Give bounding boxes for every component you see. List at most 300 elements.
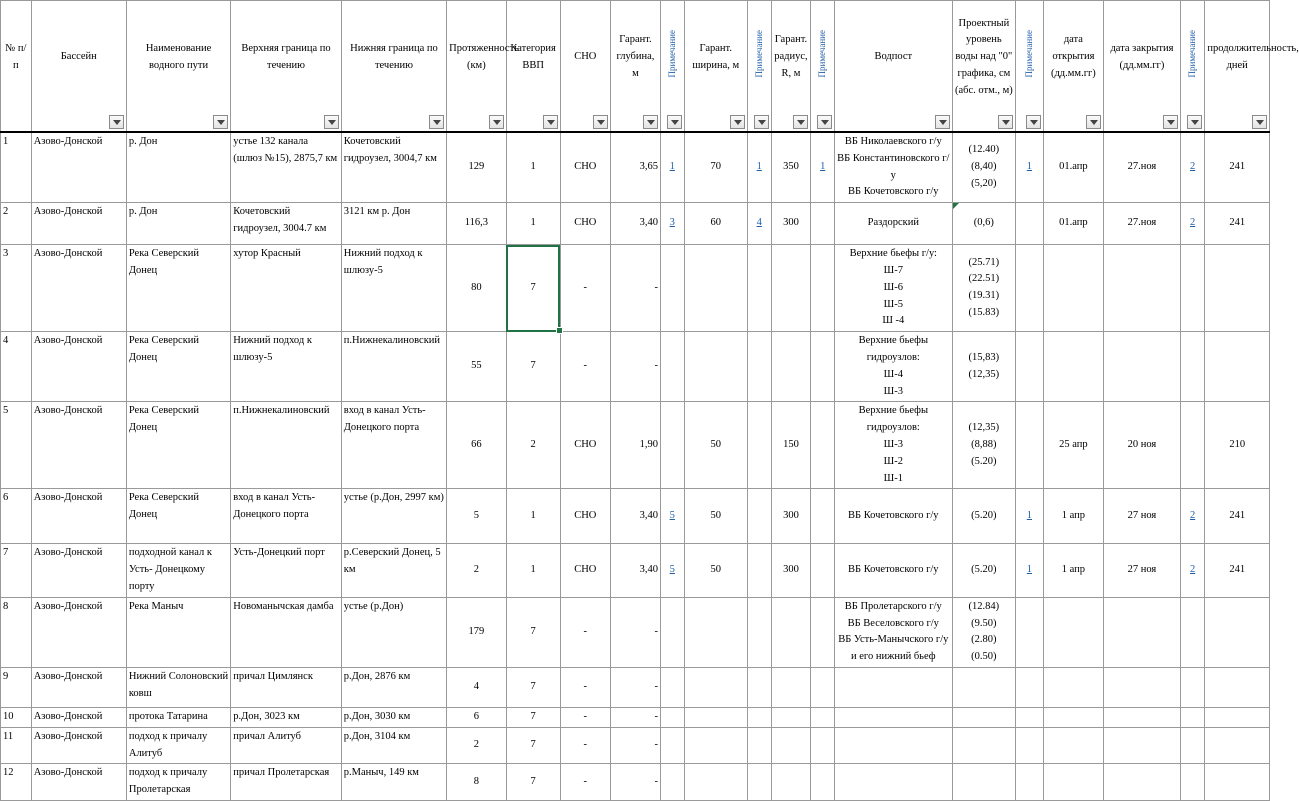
cell-width[interactable]	[684, 544, 747, 597]
col-header-depth[interactable]	[610, 1, 660, 133]
cell-waterway[interactable]	[126, 203, 230, 245]
cell-close[interactable]	[1104, 402, 1181, 489]
cell-note4[interactable]	[1016, 203, 1044, 245]
cell-waterway[interactable]	[126, 402, 230, 489]
note-link[interactable]: 5	[669, 564, 675, 576]
col-header-lower[interactable]	[341, 1, 446, 133]
cell-vodpost[interactable]	[834, 544, 952, 597]
cell-category[interactable]	[506, 597, 560, 667]
cell-note5[interactable]	[1180, 132, 1205, 203]
cell-open[interactable]	[1043, 727, 1103, 764]
cell-level[interactable]	[952, 707, 1015, 727]
col-header-length[interactable]	[447, 1, 519, 133]
col-header-radius[interactable]	[771, 1, 811, 133]
cell-length[interactable]	[447, 597, 506, 667]
cell-level[interactable]	[952, 667, 1015, 707]
cell-basin[interactable]	[31, 489, 126, 544]
cell-upper[interactable]	[231, 402, 342, 489]
cell-level[interactable]	[952, 489, 1015, 544]
cell-note1[interactable]	[661, 667, 685, 707]
cell-open[interactable]	[1043, 764, 1103, 801]
cell-category[interactable]	[506, 489, 560, 544]
cell-duration[interactable]	[1205, 132, 1270, 203]
cell-width[interactable]	[684, 245, 747, 332]
cell-note2[interactable]	[747, 764, 771, 801]
cell-num[interactable]	[1, 707, 32, 727]
cell-open[interactable]	[1043, 489, 1103, 544]
cell-vodpost[interactable]	[834, 402, 952, 489]
cell-note1[interactable]	[661, 203, 685, 245]
cell-length[interactable]	[447, 402, 506, 489]
cell-width[interactable]	[684, 489, 747, 544]
filter-dropdown-icon[interactable]	[1187, 115, 1202, 129]
cell-close[interactable]	[1104, 597, 1181, 667]
col-header-category[interactable]	[506, 1, 560, 133]
col-header-sno[interactable]	[560, 1, 610, 133]
cell-open[interactable]	[1043, 332, 1103, 402]
cell-sno[interactable]	[560, 764, 610, 801]
filter-dropdown-icon[interactable]	[817, 115, 832, 129]
note-link[interactable]: 1	[756, 161, 762, 173]
cell-depth[interactable]	[610, 203, 660, 245]
cell-level[interactable]	[952, 132, 1015, 203]
note-link[interactable]: 2	[1189, 161, 1196, 173]
filter-dropdown-icon[interactable]	[1252, 115, 1267, 129]
cell-radius[interactable]	[771, 764, 811, 801]
cell-length[interactable]	[447, 667, 506, 707]
cell-basin[interactable]	[31, 203, 126, 245]
cell-vodpost[interactable]	[834, 667, 952, 707]
cell-vodpost[interactable]	[834, 727, 952, 764]
cell-category[interactable]	[506, 544, 560, 597]
cell-note3[interactable]	[811, 402, 835, 489]
cell-note1[interactable]	[661, 707, 685, 727]
cell-note5[interactable]	[1180, 597, 1205, 667]
filter-dropdown-icon[interactable]	[429, 115, 444, 129]
cell-width[interactable]	[684, 707, 747, 727]
col-header-open[interactable]	[1043, 1, 1103, 133]
cell-note4[interactable]	[1016, 132, 1044, 203]
cell-note2[interactable]	[747, 727, 771, 764]
cell-waterway[interactable]	[126, 489, 230, 544]
cell-vodpost[interactable]	[834, 707, 952, 727]
col-header-note3[interactable]	[811, 1, 835, 133]
cell-depth[interactable]	[610, 667, 660, 707]
cell-note5[interactable]	[1180, 245, 1205, 332]
cell-note2[interactable]	[747, 597, 771, 667]
cell-num[interactable]	[1, 597, 32, 667]
cell-upper[interactable]	[231, 203, 342, 245]
cell-category[interactable]	[506, 203, 560, 245]
cell-sno[interactable]	[560, 727, 610, 764]
cell-category[interactable]	[506, 707, 560, 727]
filter-dropdown-icon[interactable]	[1163, 115, 1178, 129]
cell-depth[interactable]	[610, 597, 660, 667]
cell-basin[interactable]	[31, 544, 126, 597]
cell-level[interactable]	[952, 764, 1015, 801]
cell-note1[interactable]	[661, 489, 685, 544]
cell-upper[interactable]	[231, 667, 342, 707]
cell-lower[interactable]	[341, 667, 446, 707]
cell-level[interactable]	[952, 245, 1015, 332]
cell-note1[interactable]	[661, 764, 685, 801]
col-header-width[interactable]	[684, 1, 747, 133]
col-header-close[interactable]	[1104, 1, 1181, 133]
cell-vodpost[interactable]	[834, 203, 952, 245]
note-link[interactable]: 2	[1189, 217, 1196, 229]
cell-sno[interactable]	[560, 245, 610, 332]
cell-depth[interactable]	[610, 245, 660, 332]
cell-level[interactable]	[952, 597, 1015, 667]
cell-note4[interactable]	[1016, 667, 1044, 707]
cell-lower[interactable]	[341, 245, 446, 332]
cell-note2[interactable]	[747, 203, 771, 245]
cell-vodpost[interactable]	[834, 132, 952, 203]
cell-category[interactable]	[506, 402, 560, 489]
cell-note4[interactable]	[1016, 245, 1044, 332]
cell-open[interactable]	[1043, 544, 1103, 597]
cell-level[interactable]	[952, 203, 1015, 245]
filter-dropdown-icon[interactable]	[1086, 115, 1101, 129]
cell-lower[interactable]	[341, 203, 446, 245]
cell-basin[interactable]	[31, 727, 126, 764]
cell-level[interactable]	[952, 402, 1015, 489]
cell-category[interactable]	[506, 132, 560, 203]
cell-basin[interactable]	[31, 707, 126, 727]
cell-duration[interactable]	[1205, 667, 1270, 707]
cell-length[interactable]	[447, 245, 506, 332]
note-link[interactable]: 1	[1026, 564, 1033, 576]
cell-radius[interactable]	[771, 597, 811, 667]
cell-note3[interactable]	[811, 489, 835, 544]
note-link[interactable]: 2	[1189, 564, 1196, 576]
cell-num[interactable]	[1, 544, 32, 597]
cell-radius[interactable]	[771, 667, 811, 707]
cell-radius[interactable]	[771, 332, 811, 402]
cell-note1[interactable]	[661, 245, 685, 332]
cell-basin[interactable]	[31, 597, 126, 667]
cell-depth[interactable]	[610, 707, 660, 727]
cell-duration[interactable]	[1205, 544, 1270, 597]
cell-upper[interactable]	[231, 245, 342, 332]
cell-close[interactable]	[1104, 544, 1181, 597]
cell-basin[interactable]	[31, 245, 126, 332]
cell-upper[interactable]	[231, 489, 342, 544]
cell-depth[interactable]	[610, 764, 660, 801]
cell-vodpost[interactable]	[834, 764, 952, 801]
col-header-note4[interactable]	[1016, 1, 1044, 133]
cell-open[interactable]	[1043, 132, 1103, 203]
cell-note2[interactable]	[747, 489, 771, 544]
note-link[interactable]: 1	[820, 161, 826, 173]
col-header-upper[interactable]	[231, 1, 342, 133]
cell-note2[interactable]	[747, 667, 771, 707]
cell-note3[interactable]	[811, 727, 835, 764]
cell-note3[interactable]	[811, 667, 835, 707]
cell-num[interactable]	[1, 203, 32, 245]
cell-note4[interactable]	[1016, 544, 1044, 597]
col-header-note2[interactable]	[747, 1, 771, 133]
cell-num[interactable]	[1, 489, 32, 544]
cell-basin[interactable]	[31, 402, 126, 489]
cell-note3[interactable]	[811, 544, 835, 597]
cell-basin[interactable]	[31, 764, 126, 801]
cell-note3[interactable]	[811, 203, 835, 245]
cell-note3[interactable]	[811, 245, 835, 332]
cell-close[interactable]	[1104, 489, 1181, 544]
cell-length[interactable]	[447, 707, 506, 727]
cell-note3[interactable]	[811, 332, 835, 402]
cell-duration[interactable]	[1205, 764, 1270, 801]
cell-upper[interactable]	[231, 597, 342, 667]
cell-note4[interactable]	[1016, 332, 1044, 402]
col-header-vodpost[interactable]	[834, 1, 952, 133]
cell-close[interactable]	[1104, 203, 1181, 245]
cell-close[interactable]	[1104, 132, 1181, 203]
cell-length[interactable]	[447, 544, 506, 597]
cell-open[interactable]	[1043, 667, 1103, 707]
cell-sno[interactable]	[560, 544, 610, 597]
cell-note1[interactable]	[661, 544, 685, 597]
cell-open[interactable]	[1043, 245, 1103, 332]
cell-duration[interactable]	[1205, 402, 1270, 489]
cell-num[interactable]	[1, 402, 32, 489]
cell-duration[interactable]	[1205, 727, 1270, 764]
cell-waterway[interactable]	[126, 727, 230, 764]
cell-waterway[interactable]	[126, 764, 230, 801]
cell-width[interactable]	[684, 667, 747, 707]
cell-radius[interactable]	[771, 245, 811, 332]
cell-open[interactable]	[1043, 203, 1103, 245]
cell-close[interactable]	[1104, 245, 1181, 332]
cell-duration[interactable]	[1205, 489, 1270, 544]
cell-waterway[interactable]	[126, 245, 230, 332]
cell-length[interactable]	[447, 203, 506, 245]
cell-note2[interactable]	[747, 132, 771, 203]
cell-radius[interactable]	[771, 402, 811, 489]
cell-num[interactable]	[1, 332, 32, 402]
col-header-waterway[interactable]	[126, 1, 230, 133]
cell-radius[interactable]	[771, 707, 811, 727]
note-link[interactable]: 1	[669, 161, 675, 173]
cell-sno[interactable]	[560, 597, 610, 667]
cell-level[interactable]	[952, 332, 1015, 402]
cell-upper[interactable]	[231, 544, 342, 597]
note-link[interactable]: 4	[756, 217, 762, 229]
cell-lower[interactable]	[341, 402, 446, 489]
cell-depth[interactable]	[610, 132, 660, 203]
filter-dropdown-icon[interactable]	[489, 115, 504, 129]
cell-sno[interactable]	[560, 667, 610, 707]
cell-lower[interactable]	[341, 544, 446, 597]
cell-upper[interactable]	[231, 707, 342, 727]
col-header-note5[interactable]	[1180, 1, 1205, 133]
cell-close[interactable]	[1104, 727, 1181, 764]
note-link[interactable]: 5	[669, 509, 675, 521]
cell-waterway[interactable]	[126, 332, 230, 402]
cell-basin[interactable]	[31, 332, 126, 402]
filter-dropdown-icon[interactable]	[730, 115, 745, 129]
cell-sno[interactable]	[560, 203, 610, 245]
cell-waterway[interactable]	[126, 544, 230, 597]
cell-basin[interactable]	[31, 667, 126, 707]
cell-note1[interactable]	[661, 597, 685, 667]
cell-note4[interactable]	[1016, 707, 1044, 727]
cell-note4[interactable]	[1016, 402, 1044, 489]
cell-length[interactable]	[447, 764, 506, 801]
cell-sno[interactable]	[560, 489, 610, 544]
filter-dropdown-icon[interactable]	[109, 115, 124, 129]
filter-dropdown-icon[interactable]	[643, 115, 658, 129]
cell-sno[interactable]	[560, 707, 610, 727]
cell-radius[interactable]	[771, 203, 811, 245]
cell-radius[interactable]	[771, 727, 811, 764]
cell-close[interactable]	[1104, 667, 1181, 707]
cell-note2[interactable]	[747, 707, 771, 727]
cell-note3[interactable]	[811, 132, 835, 203]
cell-sno[interactable]	[560, 402, 610, 489]
cell-note5[interactable]	[1180, 402, 1205, 489]
cell-level[interactable]	[952, 544, 1015, 597]
cell-open[interactable]	[1043, 707, 1103, 727]
cell-note3[interactable]	[811, 597, 835, 667]
cell-duration[interactable]	[1205, 707, 1270, 727]
filter-dropdown-icon[interactable]	[324, 115, 339, 129]
cell-note4[interactable]	[1016, 489, 1044, 544]
cell-note4[interactable]	[1016, 597, 1044, 667]
cell-length[interactable]	[447, 332, 506, 402]
cell-depth[interactable]	[610, 332, 660, 402]
cell-note3[interactable]	[811, 764, 835, 801]
cell-width[interactable]	[684, 727, 747, 764]
note-link[interactable]: 3	[669, 217, 675, 229]
cell-note2[interactable]	[747, 544, 771, 597]
cell-duration[interactable]	[1205, 245, 1270, 332]
cell-num[interactable]	[1, 667, 32, 707]
cell-note5[interactable]	[1180, 727, 1205, 764]
filter-dropdown-icon[interactable]	[935, 115, 950, 129]
cell-vodpost[interactable]	[834, 489, 952, 544]
cell-lower[interactable]	[341, 764, 446, 801]
cell-duration[interactable]	[1205, 332, 1270, 402]
cell-lower[interactable]	[341, 727, 446, 764]
note-link[interactable]: 1	[1026, 161, 1033, 173]
filter-dropdown-icon[interactable]	[998, 115, 1013, 129]
cell-sno[interactable]	[560, 132, 610, 203]
cell-close[interactable]	[1104, 764, 1181, 801]
note-link[interactable]: 2	[1189, 509, 1196, 521]
cell-upper[interactable]	[231, 132, 342, 203]
cell-note3[interactable]	[811, 707, 835, 727]
note-link[interactable]: 1	[1026, 509, 1033, 521]
cell-num[interactable]	[1, 727, 32, 764]
cell-lower[interactable]	[341, 132, 446, 203]
cell-note4[interactable]	[1016, 727, 1044, 764]
cell-note5[interactable]	[1180, 203, 1205, 245]
cell-note4[interactable]	[1016, 764, 1044, 801]
col-header-num[interactable]	[1, 1, 32, 133]
filter-dropdown-icon[interactable]	[213, 115, 228, 129]
cell-depth[interactable]	[610, 727, 660, 764]
cell-category[interactable]	[506, 245, 560, 332]
filter-dropdown-icon[interactable]	[543, 115, 558, 129]
cell-close[interactable]	[1104, 707, 1181, 727]
cell-note5[interactable]	[1180, 764, 1205, 801]
cell-waterway[interactable]	[126, 132, 230, 203]
col-header-basin[interactable]	[31, 1, 126, 133]
col-header-level[interactable]	[952, 1, 1015, 133]
cell-note5[interactable]	[1180, 667, 1205, 707]
filter-dropdown-icon[interactable]	[793, 115, 808, 129]
cell-note1[interactable]	[661, 727, 685, 764]
cell-vodpost[interactable]	[834, 332, 952, 402]
cell-note2[interactable]	[747, 332, 771, 402]
cell-width[interactable]	[684, 203, 747, 245]
cell-lower[interactable]	[341, 332, 446, 402]
cell-num[interactable]	[1, 245, 32, 332]
cell-basin[interactable]	[31, 132, 126, 203]
cell-close[interactable]	[1104, 332, 1181, 402]
cell-length[interactable]	[447, 727, 506, 764]
fill-handle[interactable]	[556, 327, 563, 334]
cell-waterway[interactable]	[126, 597, 230, 667]
cell-note5[interactable]	[1180, 544, 1205, 597]
cell-category[interactable]	[506, 332, 560, 402]
cell-radius[interactable]	[771, 489, 811, 544]
cell-upper[interactable]	[231, 764, 342, 801]
cell-category[interactable]	[506, 667, 560, 707]
cell-num[interactable]	[1, 132, 32, 203]
cell-waterway[interactable]	[126, 667, 230, 707]
cell-lower[interactable]	[341, 489, 446, 544]
cell-width[interactable]	[684, 764, 747, 801]
filter-dropdown-icon[interactable]	[667, 115, 682, 129]
cell-upper[interactable]	[231, 727, 342, 764]
cell-sno[interactable]	[560, 332, 610, 402]
cell-duration[interactable]	[1205, 203, 1270, 245]
cell-upper[interactable]	[231, 332, 342, 402]
cell-note1[interactable]	[661, 402, 685, 489]
cell-width[interactable]	[684, 597, 747, 667]
col-header-duration[interactable]	[1205, 1, 1299, 133]
cell-category[interactable]	[506, 764, 560, 801]
cell-category[interactable]	[506, 727, 560, 764]
cell-note1[interactable]	[661, 332, 685, 402]
cell-note5[interactable]	[1180, 489, 1205, 544]
cell-note2[interactable]	[747, 245, 771, 332]
filter-dropdown-icon[interactable]	[1026, 115, 1041, 129]
cell-length[interactable]	[447, 489, 506, 544]
cell-note2[interactable]	[747, 402, 771, 489]
cell-depth[interactable]	[610, 489, 660, 544]
cell-num[interactable]	[1, 764, 32, 801]
cell-duration[interactable]	[1205, 597, 1270, 667]
cell-radius[interactable]	[771, 544, 811, 597]
cell-depth[interactable]	[610, 402, 660, 489]
cell-length[interactable]	[447, 132, 506, 203]
cell-open[interactable]	[1043, 597, 1103, 667]
cell-lower[interactable]	[341, 707, 446, 727]
cell-level[interactable]	[952, 727, 1015, 764]
cell-waterway[interactable]	[126, 707, 230, 727]
cell-lower[interactable]	[341, 597, 446, 667]
cell-radius[interactable]	[771, 132, 811, 203]
cell-note5[interactable]	[1180, 707, 1205, 727]
cell-width[interactable]	[684, 402, 747, 489]
cell-note1[interactable]	[661, 132, 685, 203]
cell-width[interactable]	[684, 132, 747, 203]
col-header-note1[interactable]	[661, 1, 685, 133]
